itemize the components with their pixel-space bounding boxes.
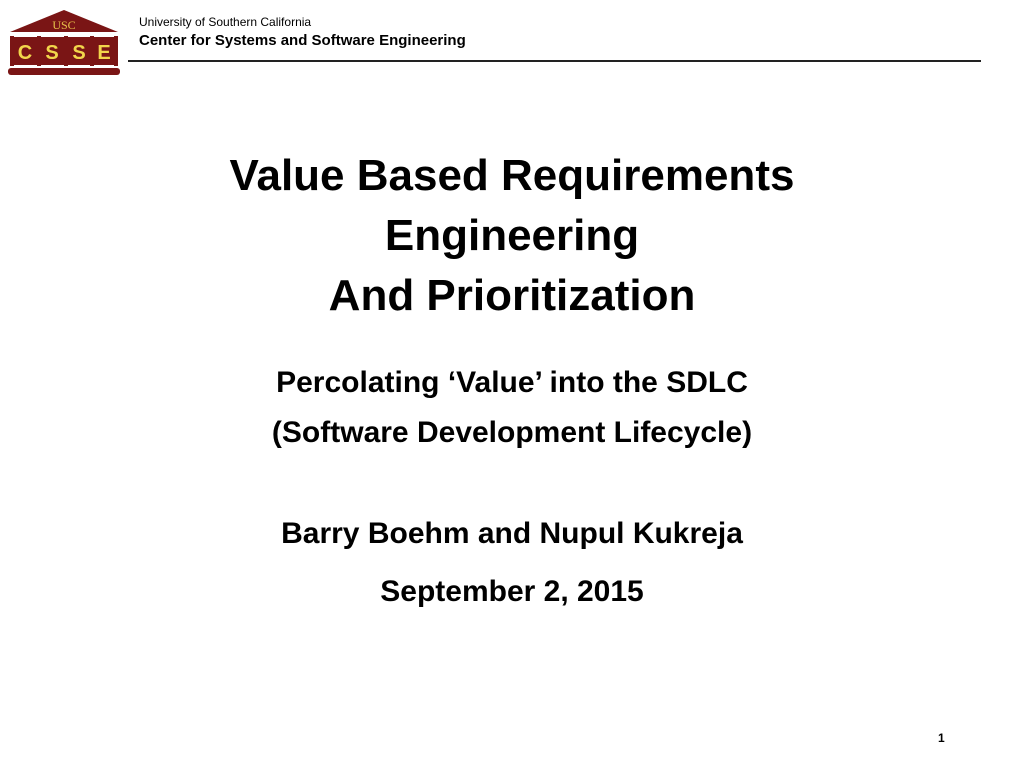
university-name: University of Southern California — [139, 15, 312, 29]
date: September 2, 2015 — [380, 575, 644, 608]
svg-text:S: S — [45, 42, 59, 64]
svg-text:E: E — [97, 42, 111, 64]
svg-text:S: S — [72, 42, 86, 64]
slide-title — [0, 146, 1024, 326]
svg-text:C: C — [17, 42, 33, 64]
center-name: Center for Systems and Software Engineering — [139, 32, 466, 49]
subtitle-line-2: (Software Development Lifecycle) — [271, 416, 753, 449]
page-number: 1 — [938, 731, 945, 745]
authors: Barry Boehm and Nupul Kukreja — [281, 517, 743, 550]
subtitle-line-1: Percolating ‘Value’ into the SDLC — [276, 366, 748, 399]
title-line-2: Engineering — [384, 211, 640, 260]
svg-text:USC: USC — [52, 18, 76, 32]
header-divider — [128, 60, 981, 62]
title-line-1: Value Based Requirements — [229, 151, 795, 200]
title-line-3: And Prioritization — [328, 271, 696, 320]
usc-csse-logo — [8, 8, 120, 76]
slide-subtitle — [0, 358, 1024, 458]
